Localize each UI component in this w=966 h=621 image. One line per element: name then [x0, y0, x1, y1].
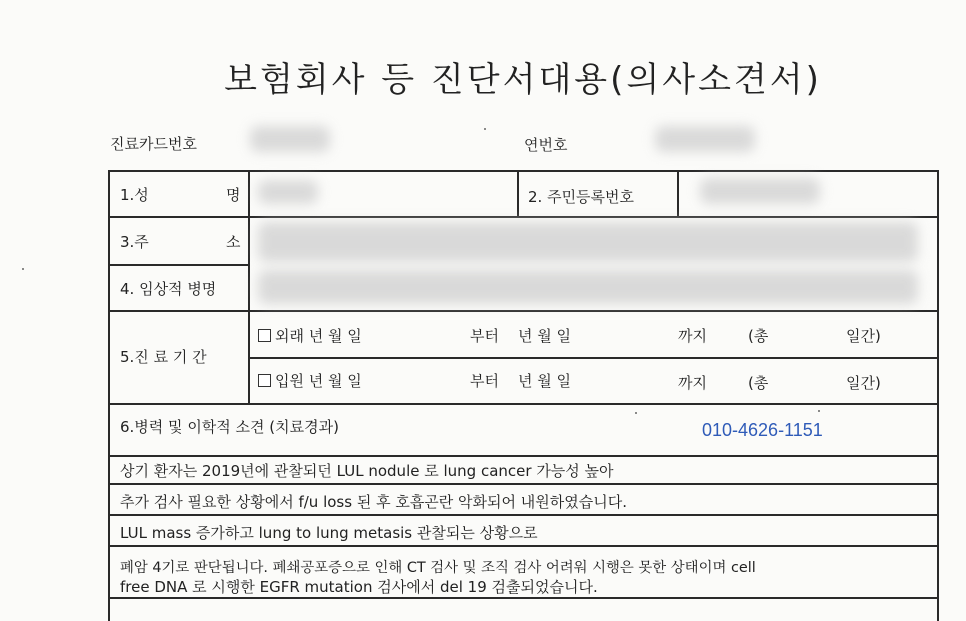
serial-number-label: 연번호 — [524, 136, 568, 154]
table-line — [108, 514, 938, 516]
scan-speck — [818, 410, 820, 412]
redacted-serial-number — [655, 126, 755, 152]
scan-speck — [484, 128, 486, 130]
outpatient-dates: 외래 년 월 일 — [275, 327, 362, 345]
redacted-card-number — [250, 126, 330, 152]
findings-label: 6.병력 및 이학적 소견 (치료경과) — [120, 418, 339, 436]
scan-speck — [635, 412, 637, 414]
card-number-label: 진료카드번호 — [110, 135, 197, 153]
table-line — [937, 170, 939, 621]
outpatient-until: 까지 — [678, 327, 707, 345]
address-label-end: 소 — [226, 233, 241, 251]
table-line — [677, 170, 679, 216]
table-line — [517, 170, 519, 216]
redacted-resident-id — [700, 178, 820, 204]
table-line — [108, 310, 938, 312]
outpatient-end-date: 년 월 일 — [518, 327, 572, 345]
table-line — [108, 483, 938, 485]
inpatient-until: 까지 — [678, 374, 707, 392]
table-line — [108, 170, 938, 172]
findings-line-3: LUL mass 증가하고 lung to lung metasis 관찰되는 상황으로 — [120, 524, 538, 542]
address-label: 3.주 — [120, 233, 149, 251]
handwritten-phone-number: 010-4626-1151 — [702, 420, 823, 440]
outpatient-row — [258, 325, 362, 346]
table-line — [248, 170, 250, 403]
inpatient-checkbox[interactable] — [258, 374, 271, 387]
treatment-period-label: 5.진 료 기 간 — [120, 348, 207, 366]
outpatient-checkbox[interactable] — [258, 329, 271, 342]
scan-speck — [22, 268, 24, 270]
redacted-name — [258, 180, 318, 204]
diagnosis-label: 4. 임상적 병명 — [120, 280, 217, 298]
resident-id-label: 2. 주민등록번호 — [528, 188, 635, 206]
inpatient-from: 부터 — [470, 372, 499, 390]
table-line — [108, 216, 938, 218]
table-line — [108, 170, 110, 621]
name-label: 1.성 — [120, 186, 149, 204]
findings-line-5: free DNA 로 시행한 EGFR mutation 검사에서 del 19 검출되었습니다. — [120, 578, 598, 596]
table-line — [108, 597, 938, 599]
redacted-address — [258, 222, 918, 262]
redacted-diagnosis — [258, 270, 918, 304]
table-line — [108, 545, 938, 547]
outpatient-total-close: 일간) — [846, 327, 881, 345]
table-line — [248, 357, 938, 359]
inpatient-row — [258, 370, 362, 391]
findings-line-4: 폐암 4기로 판단됩니다. 폐쇄공포증으로 인해 CT 검사 및 조직 검사 어려워 시행은 못한 상태이며 cell — [120, 560, 756, 576]
inpatient-dates: 입원 년 월 일 — [275, 372, 362, 390]
outpatient-from: 부터 — [470, 327, 499, 345]
table-line — [108, 455, 938, 457]
name-label-end: 명 — [226, 186, 241, 204]
outpatient-total-open: (총 — [748, 327, 769, 345]
table-line — [108, 264, 248, 266]
inpatient-end-date: 년 월 일 — [518, 372, 572, 390]
table-line — [108, 403, 938, 405]
document-title: 보험회사 등 진단서대용(의사소견서) — [224, 60, 822, 100]
inpatient-total-close: 일간) — [846, 374, 881, 392]
inpatient-total-open: (총 — [748, 374, 769, 392]
findings-line-1: 상기 환자는 2019년에 관찰되던 LUL nodule 로 lung cancer 가능성 높아 — [120, 462, 614, 480]
findings-line-2: 추가 검사 필요한 상황에서 f/u loss 된 후 호흡곤란 악화되어 내원하였습니다. — [120, 493, 627, 511]
